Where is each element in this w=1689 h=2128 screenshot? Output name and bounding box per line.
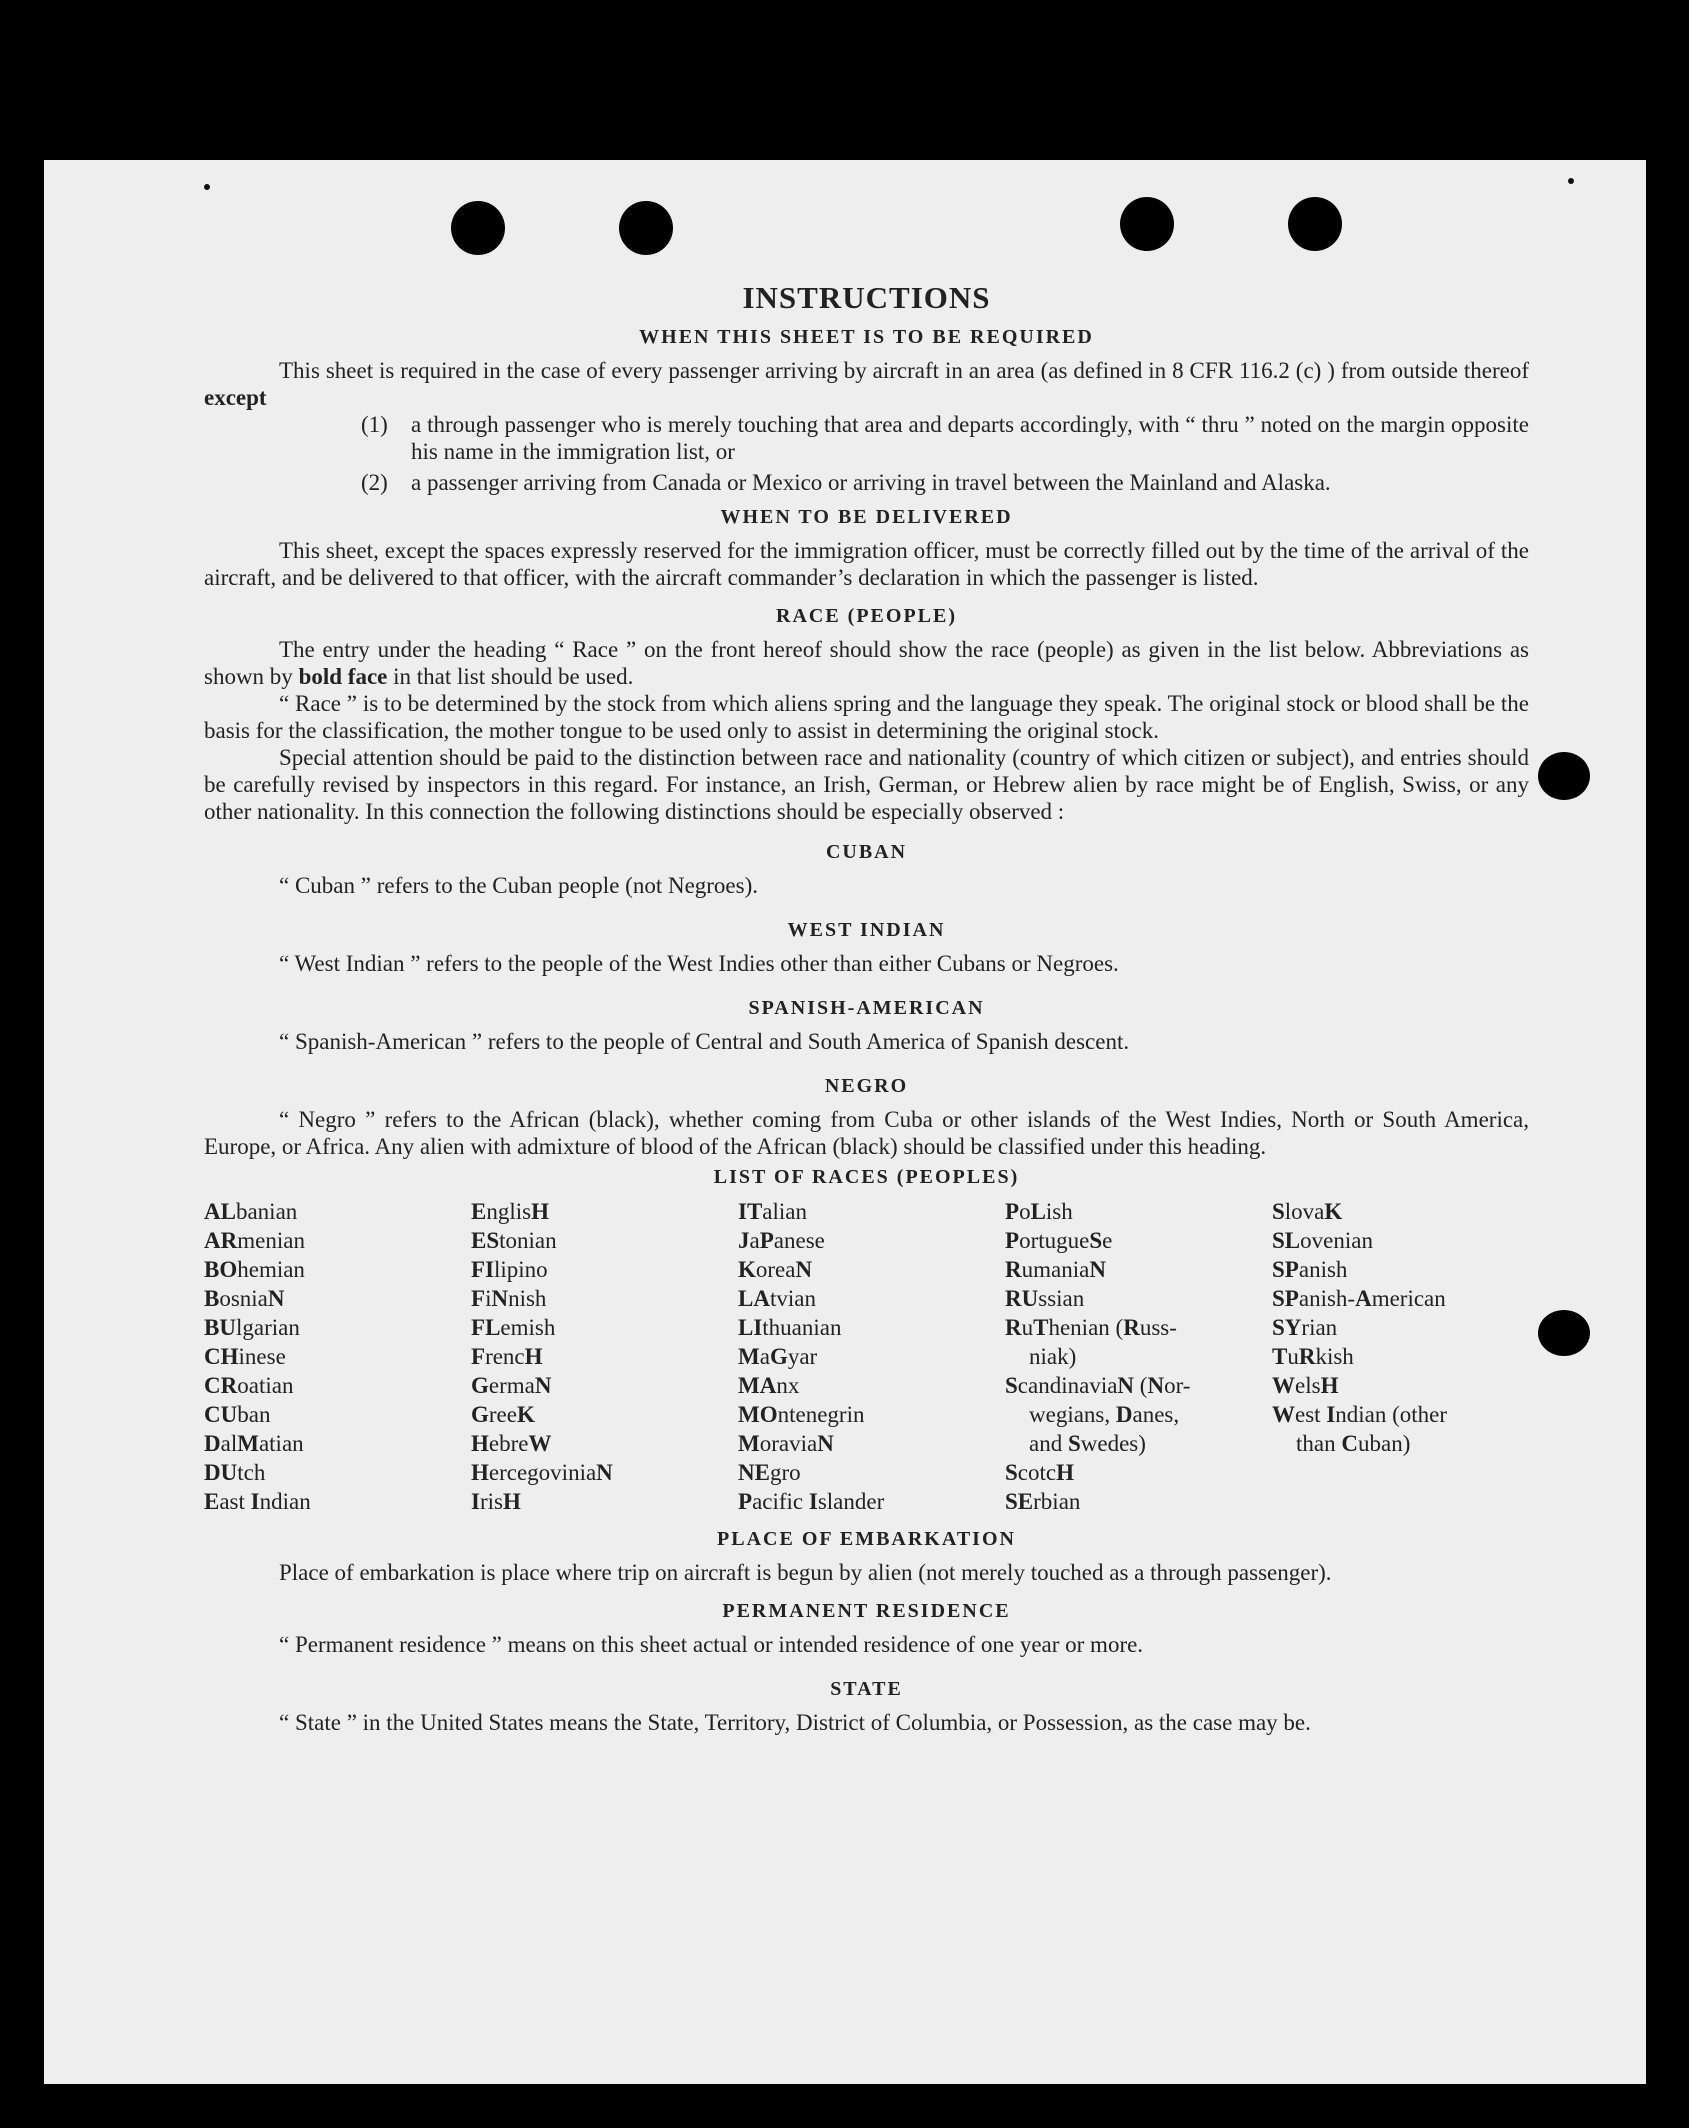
race-item: TuRkish (1272, 1344, 1354, 1369)
paragraph: Place of embarkation is place where trip on aircraft is begun by alien (not merely touched as a through passenger). (279, 1560, 1332, 1585)
section-heading: CUBAN (825, 841, 908, 863)
race-item: and Swedes) (1029, 1431, 1146, 1456)
race-item: Pacific Islander (738, 1489, 885, 1514)
section-heading: WHEN THIS SHEET IS TO BE REQUIRED (639, 326, 1094, 348)
race-item: CUban (204, 1402, 271, 1427)
race-item: wegians, Danes, (1029, 1402, 1180, 1427)
race-item: FLemish (471, 1315, 556, 1340)
punch-hole (1120, 197, 1174, 251)
paragraph: “ Cuban ” refers to the Cuban people (not Negroes). (279, 873, 759, 898)
race-item: FiNnish (471, 1286, 547, 1311)
race-item: PortugueSe (1005, 1228, 1113, 1253)
race-item: NEgro (738, 1460, 801, 1485)
race-item: HebreW (471, 1431, 552, 1456)
section-heading: NEGRO (824, 1075, 909, 1097)
paragraph: “ Negro ” refers to the African (black), whether coming from Cuba or other islands of the West Indies, North or South America, Europe, or Africa. Any alien with admixture of blood of the African (black) should be classified under this heading. (204, 1107, 1529, 1159)
race-item: SPanish (1272, 1257, 1348, 1282)
punch-hole (1538, 1310, 1590, 1356)
race-item: HercegoviniaN (471, 1460, 613, 1485)
race-column (204, 1197, 471, 1516)
punch-hole (451, 201, 505, 255)
race-item: RUssian (1005, 1286, 1085, 1311)
race-item: MaGyar (738, 1344, 818, 1369)
race-item: DUtch (204, 1460, 266, 1485)
paragraph: “ West Indian ” refers to the people of the West Indies other than either Cubans or Negroes. (279, 951, 1119, 976)
paragraph: The entry under the heading “ Race ” on the front hereof should show the race (people) as given in the list below. Abbreviations as shown by bold face in that list should be used. (204, 637, 1529, 689)
race-item: ScandinaviaN (Nor- (1005, 1373, 1191, 1398)
race-column (738, 1197, 1005, 1516)
race-item: PoLish (1005, 1199, 1073, 1224)
race-item: ALbanian (204, 1199, 298, 1224)
race-item: SlovaK (1272, 1199, 1343, 1224)
race-item: SPanish-American (1272, 1286, 1446, 1311)
race-item: CRoatian (204, 1373, 294, 1398)
paragraph: Special attention should be paid to the distinction between race and nationality (country of which citizen or subject), and entries should be carefully revised by inspectors in this regard. For instance, an Irish, German, or Hebrew alien by race might be of English, Swiss, or any other nationality. In this connection the following distinctions should be especially observed : (204, 745, 1529, 824)
section-heading: STATE (830, 1678, 903, 1700)
race-item: RuThenian (Russ- (1005, 1315, 1177, 1340)
race-item: WelsH (1272, 1373, 1339, 1398)
section-heading: SPANISH-AMERICAN (748, 997, 985, 1019)
race-item: BUlgarian (204, 1315, 300, 1340)
race-item: JaPanese (738, 1228, 825, 1253)
section-heading: WHEN TO BE DELIVERED (720, 506, 1013, 528)
document-sheet (44, 160, 1646, 2084)
paragraph: This sheet, except the spaces expressly reserved for the immigration officer, must be correctly filled out by the time of the arrival of the aircraft, and be delivered to that officer, with the aircraft commander’s declaration in which the passenger is listed. (204, 538, 1529, 590)
section-heading: WEST INDIAN (787, 919, 946, 941)
race-column (1272, 1197, 1529, 1516)
race-item: LIthuanian (738, 1315, 842, 1340)
race-item: FrencH (471, 1344, 543, 1369)
list-item: (2) a passenger arriving from Canada or Mexico or arriving in travel between the Mainland and Alaska. (361, 470, 1331, 495)
race-item: BosniaN (204, 1286, 285, 1311)
section-heading: LIST OF RACES (PEOPLES) (713, 1166, 1020, 1188)
punch-hole (1288, 197, 1342, 251)
speck (1568, 178, 1574, 184)
section-heading: PLACE OF EMBARKATION (717, 1528, 1016, 1550)
section-heading: PERMANENT RESIDENCE (722, 1600, 1011, 1622)
race-item: MoraviaN (738, 1431, 834, 1456)
race-item: KoreaN (738, 1257, 813, 1282)
race-item: SErbian (1005, 1489, 1081, 1514)
instructions-content (204, 280, 1529, 1736)
punch-hole (1538, 752, 1590, 800)
page-title: INSTRUCTIONS (742, 280, 991, 315)
race-item: than Cuban) (1296, 1431, 1411, 1456)
race-item: CHinese (204, 1344, 286, 1369)
race-item: West Indian (other (1272, 1402, 1448, 1427)
section-heading: RACE (PEOPLE) (776, 605, 957, 627)
paragraph: “ Race ” is to be determined by the stock from which aliens spring and the language they speak. The original stock or blood shall be the basis for the classification, the mother tongue to be used only to assist in determining the original stock. (204, 691, 1529, 743)
paragraph: This sheet is required in the case of every passenger arriving by aircraft in an area (as defined in 8 CFR 116.2 (c) ) from outside thereof except (204, 358, 1529, 410)
race-item: MAnx (738, 1373, 800, 1398)
paragraph: “ Spanish-American ” refers to the people of Central and South America of Spanish descent. (279, 1029, 1130, 1054)
race-item: DalMatian (204, 1431, 304, 1456)
paragraph: “ Permanent residence ” means on this sheet actual or intended residence of one year or more. (279, 1632, 1144, 1657)
race-column (1005, 1197, 1272, 1516)
race-item: FIlipino (471, 1257, 548, 1282)
race-item: EnglisH (471, 1199, 549, 1224)
race-item: ScotcH (1005, 1460, 1074, 1485)
race-item: GermaN (471, 1373, 552, 1398)
paragraph: “ State ” in the United States means the State, Territory, District of Columbia, or Possession, as the case may be. (279, 1710, 1311, 1735)
race-item: LAtvian (738, 1286, 816, 1311)
race-item: MOntenegrin (738, 1402, 865, 1427)
race-column (471, 1197, 738, 1516)
race-item: BOhemian (204, 1257, 305, 1282)
race-item: East Indian (204, 1489, 311, 1514)
race-item: EStonian (471, 1228, 557, 1253)
race-item: GreeK (471, 1402, 535, 1427)
speck (204, 184, 210, 190)
race-item: SYrian (1272, 1315, 1338, 1340)
punch-hole (619, 201, 673, 255)
race-item: IrisH (471, 1489, 521, 1514)
race-list (204, 1197, 1529, 1516)
list-item: (1) a through passenger who is merely touching that area and departs accordingly, with “ thru ” noted on the margin opposite his name in the immigration list, or (361, 412, 1529, 464)
race-item: SLovenian (1272, 1228, 1373, 1253)
race-item: niak) (1029, 1344, 1077, 1369)
race-item: ITalian (738, 1199, 807, 1224)
race-item: RumaniaN (1005, 1257, 1106, 1282)
race-item: ARmenian (204, 1228, 305, 1253)
